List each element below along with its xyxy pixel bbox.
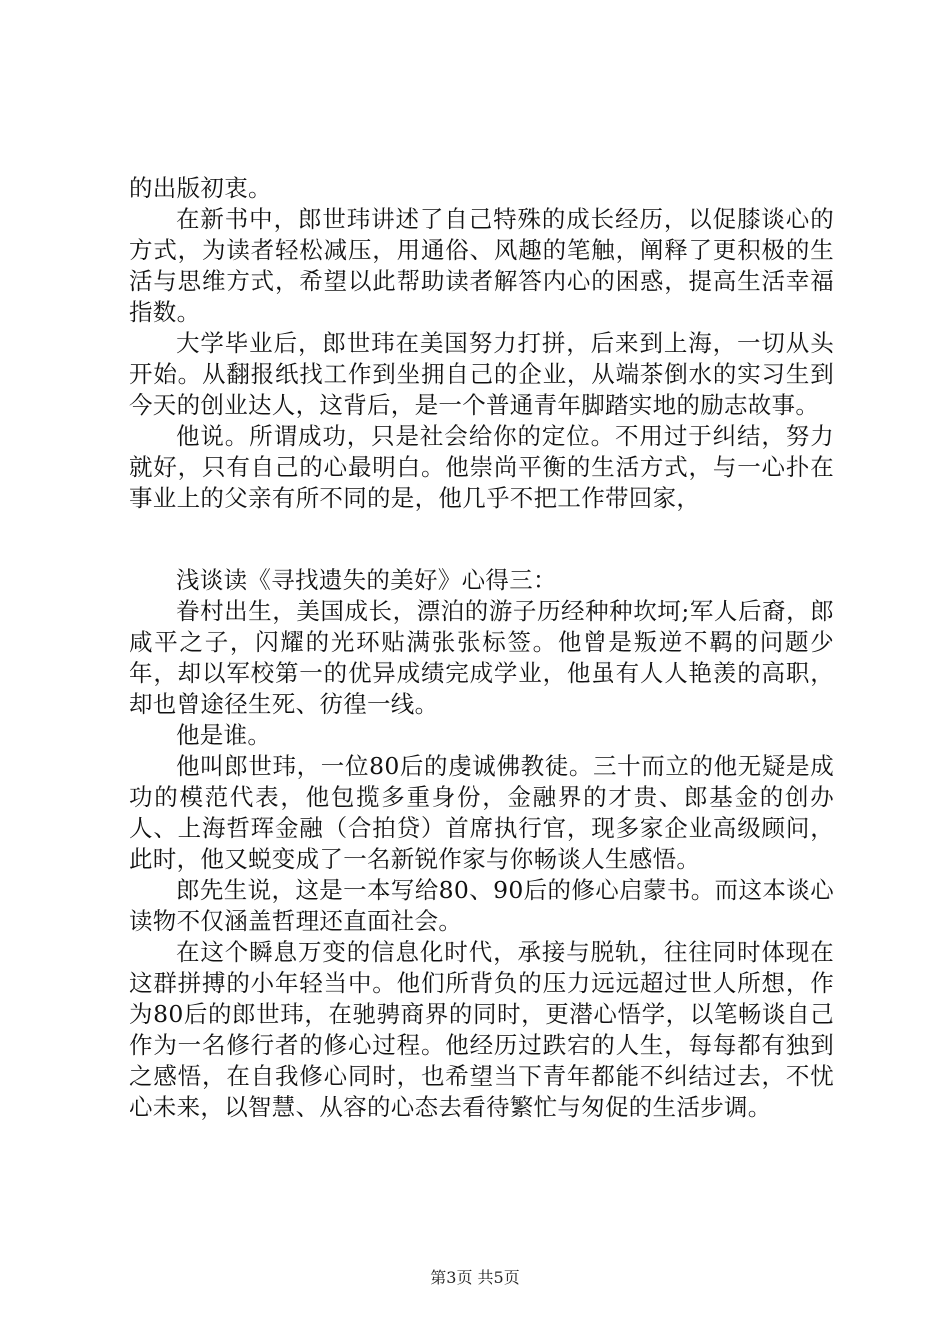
paragraph-identity: 他叫郎世玮，一位80后的虔诚佛教徒。三十而立的他无疑是成功的模范代表，他包揽多重身份，金融界的才贵、郎基金的创办人、上海哲珲金融（合拍贷）首席执行官，现多家企业高级顾问，此时，他又蜕变成了一名新锐作家与你畅谈人生感悟。: [129, 752, 834, 873]
paragraph-continuation: 的出版初衷。: [129, 174, 272, 202]
paragraph-background: 眷村出生，美国成长，漂泊的游子历经种种坎坷;军人后裔，郎咸平之子，闪耀的光环贴满张张标签。他曾是叛逆不羁的问题少年，却以军校第一的优异成绩完成学业，他虽有人人艳羡的高职，却也曾途径生死、彷徨一线。: [129, 597, 834, 718]
paragraph-after-graduation: 大学毕业后，郎世玮在美国努力打拼，后来到上海，一切从头开始。从翻报纸找工作到坐拥自己的企业，从端茶倒水的实习生到今天的创业达人，这背后，是一个普通青年脚踏实地的励志故事。: [129, 329, 834, 419]
paragraph-book-intro: 郎先生说，这是一本写给80、90后的修心启蒙书。而这本谈心读物不仅涵盖哲理还直面社会。: [129, 876, 834, 935]
section-heading: 浅谈读《寻找遗失的美好》心得三：: [176, 566, 557, 594]
body-text-section-a: [129, 173, 834, 514]
body-text-section-b: [129, 565, 834, 1123]
paragraph-new-book: 在新书中，郎世玮讲述了自己特殊的成长经历，以促膝谈心的方式，为读者轻松减压，用通俗、风趣的笔触，阐释了更积极的生活与思维方式，希望以此帮助读者解答内心的困惑，提高生活幸福指数。: [129, 205, 834, 326]
paragraph-who-is-he: 他是谁。: [176, 721, 272, 749]
page-number-footer: 第3页 共5页: [430, 1268, 520, 1287]
paragraph-era: 在这个瞬息万变的信息化时代，承接与脱轨，往往同时体现在这群拼搏的小年轻当中。他们所背负的压力远远超过世人所想，作为80后的郎世玮，在驰骋商界的同时，更潜心悟学，以笔畅谈自己作为一名修行者的修心过程。他经历过跌宕的人生，每每都有独到之感悟，在自我修心同时，也希望当下青年都能不纠结过去，不忧心未来，以智慧、从容的心态去看待繁忙与匆促的生活步调。: [129, 938, 834, 1121]
paragraph-success-view: 他说。所谓成功，只是社会给你的定位。不用过于纠结，努力就好，只有自己的心最明白。他崇尚平衡的生活方式，与一心扑在事业上的父亲有所不同的是，他几乎不把工作带回家，: [129, 422, 834, 512]
